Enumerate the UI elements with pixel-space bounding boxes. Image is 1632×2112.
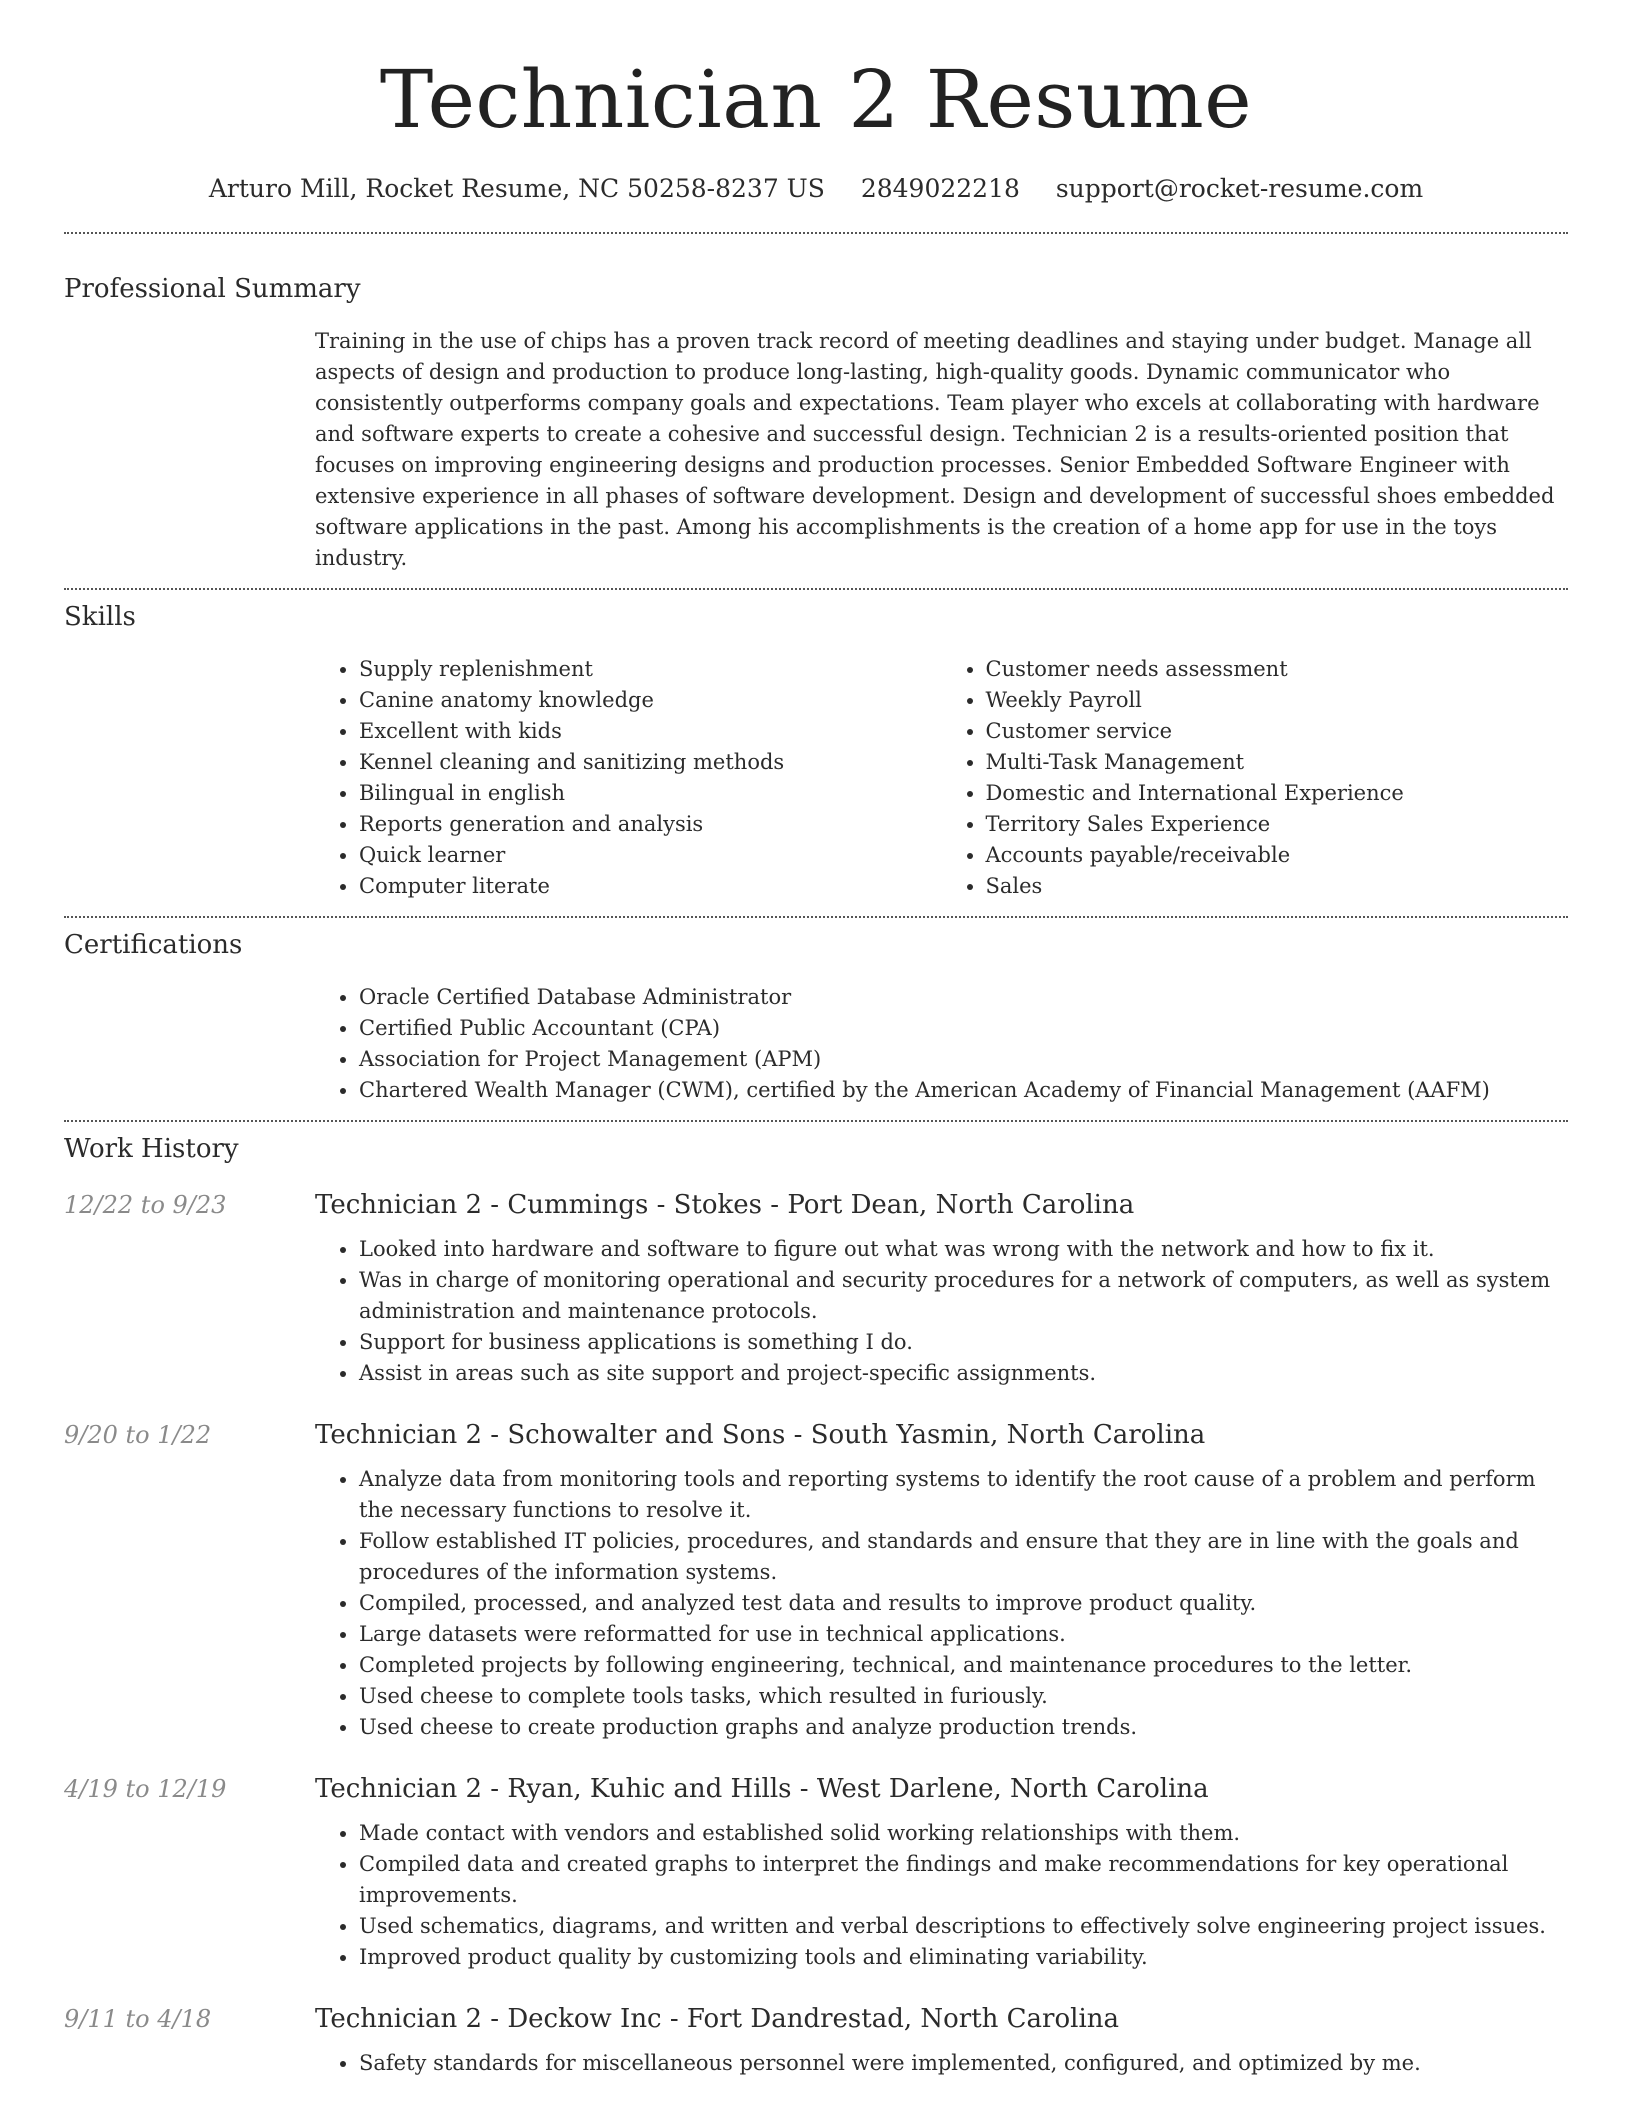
list-item: • Follow established IT policies, procedures, and standards and ensure that they are in line with the goals and procedures of the information systems. <box>359 1526 1568 1588</box>
list-item: • Excellent with kids <box>359 716 942 747</box>
work-history-heading: Work History <box>64 1134 239 1164</box>
job-bullets <box>315 2048 1568 2079</box>
list-item: • Chartered Wealth Manager (CWM), certified by the American Academy of Financial Management (AAFM) <box>359 1075 1568 1106</box>
list-item: • Reports generation and analysis <box>359 809 942 840</box>
job-title: Technician 2 - Cummings - Stokes - Port Dean, North Carolina <box>315 1190 1135 1220</box>
job-entry <box>64 2002 1568 2079</box>
list-item: • Bilingual in english <box>359 778 942 809</box>
list-item: • Assist in areas such as site support and project-specific assignments. <box>359 1358 1568 1389</box>
list-item: • Sales <box>986 871 1569 902</box>
list-item: • Multi-Task Management <box>986 747 1569 778</box>
list-item: • Was in charge of monitoring operational and security procedures for a network of computers, as well as system administration and maintenance protocols. <box>359 1265 1568 1327</box>
list-item: • Made contact with vendors and established solid working relationships with them. <box>359 1818 1568 1849</box>
contact-line <box>64 172 1568 206</box>
section-divider <box>64 588 1568 590</box>
list-item: • Used schematics, diagrams, and written and verbal descriptions to effectively solve engineering project issues. <box>359 1911 1568 1942</box>
list-item: • Weekly Payroll <box>986 685 1569 716</box>
skills-heading: Skills <box>64 602 136 632</box>
certifications-list <box>315 982 1568 1106</box>
job-dates: 9/11 to 4/18 <box>64 2005 212 2033</box>
list-item: • Large datasets were reformatted for use in technical applications. <box>359 1619 1568 1650</box>
resume-page <box>64 0 1568 2079</box>
list-item: • Analyze data from monitoring tools and reporting systems to identify the root cause of a problem and perform the necessary functions to resolve it. <box>359 1464 1568 1526</box>
job-bullets <box>315 1464 1568 1743</box>
resume-title: Technician 2 Resume <box>379 53 1253 146</box>
list-item: • Safety standards for miscellaneous personnel were implemented, configured, and optimized by me. <box>359 2048 1568 2079</box>
list-item: • Support for business applications is something I do. <box>359 1327 1568 1358</box>
list-item: • Oracle Certified Database Administrator <box>359 982 1568 1013</box>
job-title: Technician 2 - Deckow Inc - Fort Dandrestad, North Carolina <box>315 2004 1120 2034</box>
list-item: • Completed projects by following engineering, technical, and maintenance procedures to the letter. <box>359 1650 1568 1681</box>
contact-email: support@rocket-resume.com <box>1055 174 1424 203</box>
job-entry <box>64 1188 1568 1389</box>
section-divider <box>64 1120 1568 1122</box>
skills-section <box>64 600 1568 902</box>
list-item: • Association for Project Management (APM) <box>359 1044 1568 1075</box>
contact-address: Arturo Mill, Rocket Resume, NC 50258-8237 US <box>208 174 825 203</box>
list-item: • Improved product quality by customizing tools and eliminating variability. <box>359 1942 1568 1973</box>
list-item: • Used cheese to complete tools tasks, which resulted in furiously. <box>359 1681 1568 1712</box>
section-divider <box>64 232 1568 234</box>
job-entry <box>64 1418 1568 1743</box>
summary-heading: Professional Summary <box>64 274 361 304</box>
list-item: • Canine anatomy knowledge <box>359 685 942 716</box>
certifications-section <box>64 928 1568 1106</box>
job-entry <box>64 1772 1568 1973</box>
list-item: • Certified Public Accountant (CPA) <box>359 1013 1568 1044</box>
skills-list-left <box>315 654 942 902</box>
job-dates: 9/20 to 1/22 <box>64 1421 212 1449</box>
job-dates: 12/22 to 9/23 <box>64 1191 227 1219</box>
list-item: • Compiled data and created graphs to interpret the findings and make recommendations for key operational improvements. <box>359 1849 1568 1911</box>
list-item: • Customer needs assessment <box>986 654 1569 685</box>
certifications-heading: Certifications <box>64 930 243 960</box>
list-item: • Looked into hardware and software to figure out what was wrong with the network and how to fix it. <box>359 1234 1568 1265</box>
list-item: • Quick learner <box>359 840 942 871</box>
list-item: • Supply replenishment <box>359 654 942 685</box>
list-item: • Territory Sales Experience <box>986 809 1569 840</box>
summary-text: Training in the use of chips has a proven track record of meeting deadlines and staying under budget. Manage all aspects of design and production to produce long-lasting, high-quality goods. Dynamic communicator who consistently outperforms company goals and expectations. Team player who excels at collaborating with hardware and software experts to create a cohesive and successful design. Technician 2 is a results-oriented position that focuses on improving engineering designs and production processes. Senior Embedded Software Engineer with extensive experience in all phases of software development. Design and development of successful shoes embedded software applications in the past. Among his accomplishments is the creation of a home app for use in the toys industry. <box>315 329 1555 570</box>
work-history-section <box>64 1132 1568 2079</box>
list-item: • Accounts payable/receivable <box>986 840 1569 871</box>
list-item: • Customer service <box>986 716 1569 747</box>
section-divider <box>64 916 1568 918</box>
list-item: • Compiled, processed, and analyzed test data and results to improve product quality. <box>359 1588 1568 1619</box>
list-item: • Computer literate <box>359 871 942 902</box>
contact-phone: 2849022218 <box>860 174 1020 203</box>
skills-list-right <box>942 654 1569 902</box>
list-item: • Domestic and International Experience <box>986 778 1569 809</box>
list-item: • Used cheese to create production graphs and analyze production trends. <box>359 1712 1568 1743</box>
job-bullets <box>315 1234 1568 1389</box>
job-title: Technician 2 - Schowalter and Sons - South Yasmin, North Carolina <box>315 1420 1206 1450</box>
job-bullets <box>315 1818 1568 1973</box>
job-dates: 4/19 to 12/19 <box>64 1775 227 1803</box>
job-title: Technician 2 - Ryan, Kuhic and Hills - West Darlene, North Carolina <box>315 1774 1209 1804</box>
summary-section <box>64 272 1568 574</box>
list-item: • Kennel cleaning and sanitizing methods <box>359 747 942 778</box>
